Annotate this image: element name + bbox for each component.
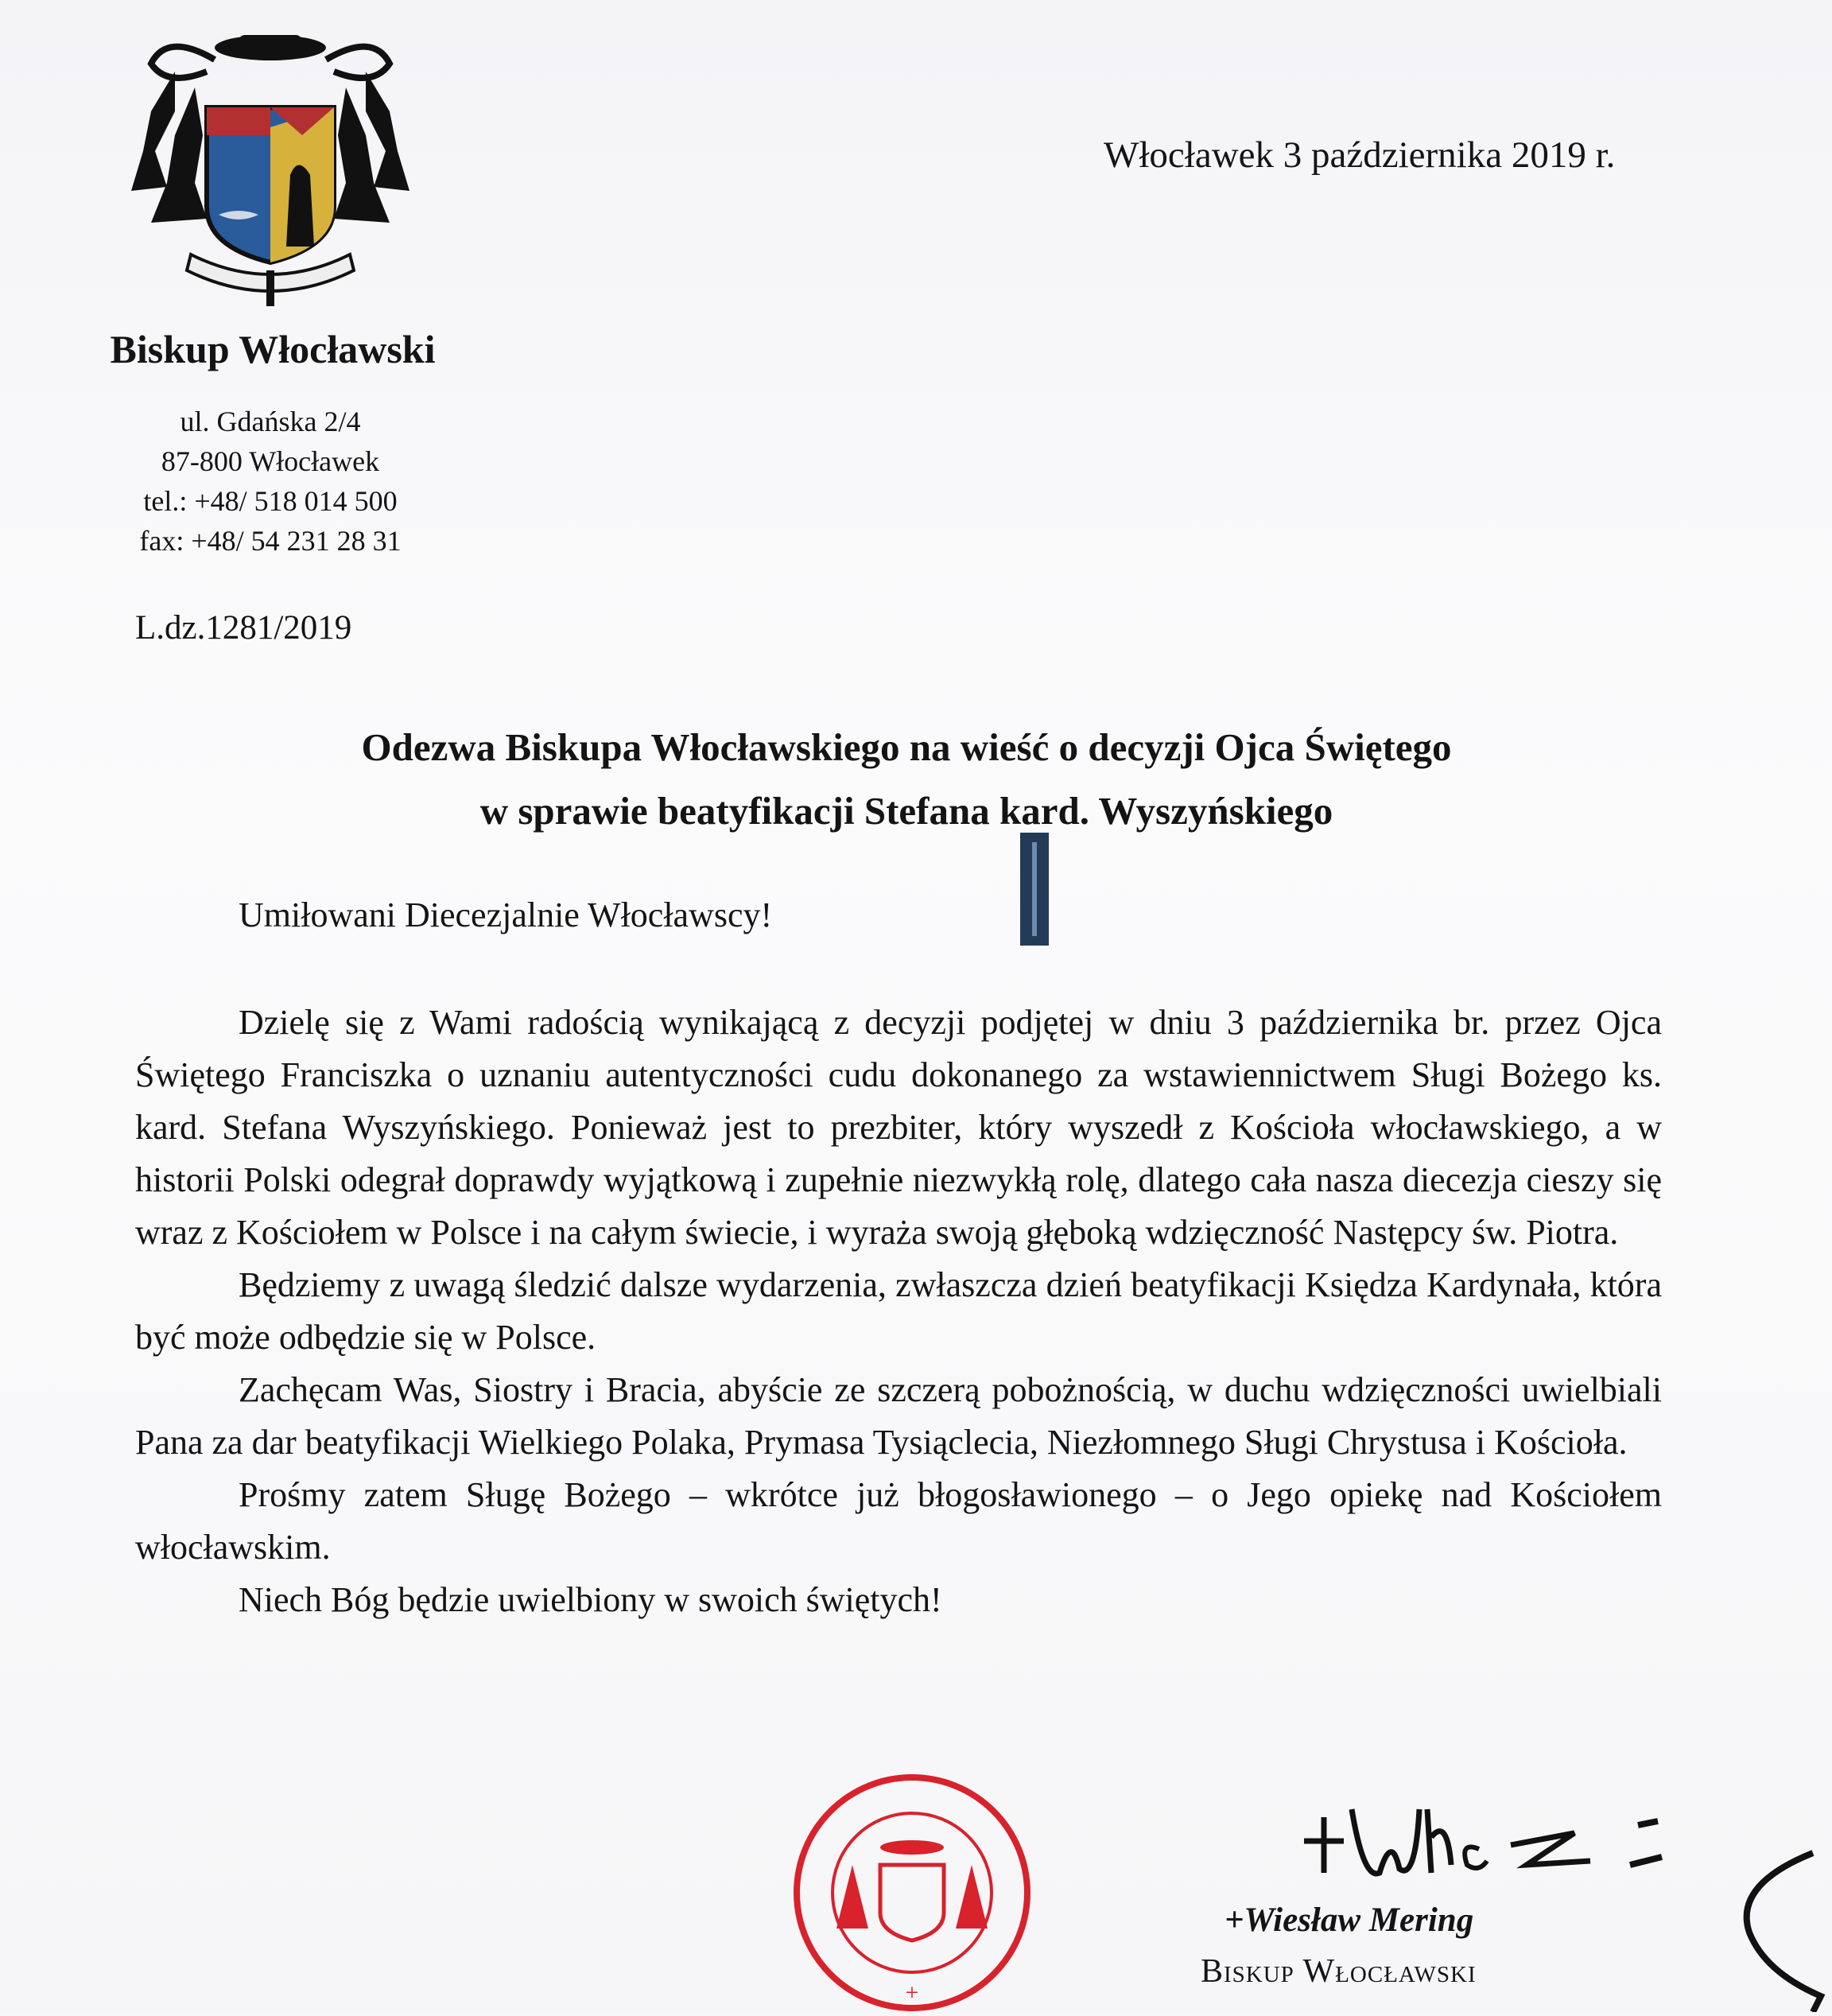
letter-heading [111,716,1702,843]
signer-title: Biskup Włocławski [1201,1953,1477,1990]
letter-date: Włocławek 3 października 2019 r. [1104,134,1616,176]
paragraph-2: Będziemy z uwagą śledzić dalsze wydarzenia, zwłaszcza dzień beatyfikacji Księdza Kardynała, która być może odbędzie się w Polsce. [135,1265,1662,1357]
sender-fax: fax: +48/ 54 231 28 31 [139,525,402,557]
sender-phone: tel.: +48/ 518 014 500 [143,485,398,517]
coat-of-arms-emblem [119,16,421,310]
paragraph-4: Prośmy zatem Sługę Bożego – wkrótce już błogosławionego – o Jego opiekę nad Kościołem włocławskim. [135,1475,1662,1567]
heading-line-1: Odezwa Biskupa Włocławskiego na wieść o decyzji Ojca Świętego [361,725,1452,769]
sender-title: Biskup Włocławski [110,327,436,371]
handwritten-signature [1288,1785,1702,1897]
greeting: Umiłowani Diecezjalnie Włocławscy! [239,895,773,934]
paragraph-3: Zachęcam Was, Siostry i Bracia, abyście ze szczerą pobożnością, w duchu wdzięczności uwielbiali Pana za dar beatyfikacji Wielkiego Polaka, Prymasa Tysiąclecia, Niezłomnego Sługi Chrystusa i Kościoła. [135,1370,1662,1462]
official-stamp [789,1769,1035,2016]
signer-name: +Wiesław Mering [1225,1901,1474,1939]
letter-body [135,996,1662,1626]
paragraph-5: Niech Bóg będzie uwielbiony w swoich świętych! [239,1580,942,1619]
reference-number: L.dz.1281/2019 [135,609,352,647]
sender-address-block [87,402,453,561]
text-cursor-marker[interactable] [1020,833,1049,946]
svg-text:+: + [905,1979,919,2006]
sender-street: ul. Gdańska 2/4 [180,406,361,437]
sender-city: 87-800 Włocławek [161,445,380,477]
signature-flourish [1718,1845,1829,2012]
heading-line-2: w sprawie beatyfikacji Stefana kard. Wyszyńskiego [479,789,1333,833]
paragraph-1: Dzielę się z Wami radością wynikającą z decyzji podjętej w dniu 3 października br. przez Ojca Świętego Franciszka o uznaniu autentyczności cudu dokonanego za wstawiennictwem Sługi Bożego ks. kard. Stefana Wyszyńskiego. Ponieważ jest to prezbiter, który wyszedł z Kościoła włocławskiego, a w historii Polski odegrał doprawdy wyjątkową i zupełnie niezwykłą rolę, dlatego cała nasza diecezja cieszy się wraz z Kościołem w Polsce i na całym świecie, i wyraża swoją głęboką wdzięczność Następcy św. Piotra. [135,1003,1662,1252]
